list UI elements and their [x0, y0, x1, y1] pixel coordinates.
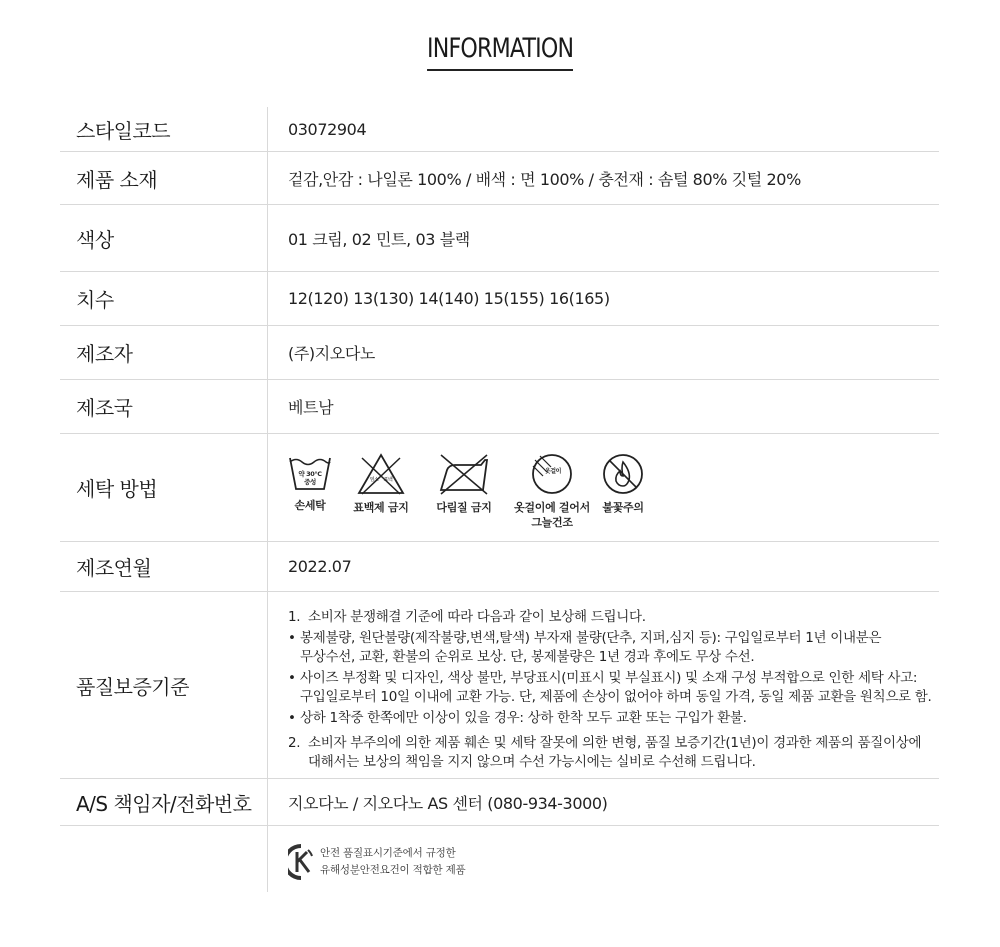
no-fire-icon — [601, 452, 645, 496]
warranty-text — [288, 608, 938, 772]
caption-no-bleach: 표백제 금지 — [353, 501, 409, 514]
caption-no-iron: 다림질 금지 — [436, 501, 492, 514]
label-size: 치수 — [76, 288, 114, 312]
no-iron-icon — [437, 452, 491, 496]
value-color: 01 크림, 02 민트, 03 블랙 — [288, 229, 470, 249]
label-color: 색상 — [76, 227, 114, 252]
value-material: 겉감,안감 : 나일론 100% / 배색 : 면 100% / 충전재 : 솜털 80% 깃털 20% — [288, 169, 801, 189]
warranty-bullet-1-line-2: 무상수선, 교환, 환불의 순위로 보상. 단, 봉제불량은 1년 경과 후에도 무상 수선. — [300, 649, 755, 665]
row-warranty — [60, 592, 939, 779]
row-kc — [60, 826, 939, 896]
hang-dry-shade-icon — [529, 452, 575, 496]
wash-item-bleach — [338, 452, 424, 515]
label-date: 제조연월 — [76, 556, 152, 580]
kc-text — [320, 845, 465, 879]
no-bleach-right: 표백 — [383, 477, 393, 483]
label-warranty: 품질보증기준 — [76, 674, 189, 699]
label-style-code: 스타일코드 — [76, 118, 171, 143]
label-maker: 제조자 — [76, 342, 133, 366]
warranty-item-2-number: 2. — [288, 735, 301, 751]
row-washing — [60, 434, 939, 542]
kc-line-2: 유해성분안전요건이 적합한 제품 — [320, 864, 466, 876]
value-maker: (주)지오다노 — [288, 344, 375, 363]
bullet-mark: • — [288, 630, 296, 646]
wash-item-hand — [282, 452, 338, 513]
value-country: 베트남 — [288, 398, 334, 417]
wash-item-iron — [424, 452, 504, 515]
caption-hand-wash: 손세탁 — [294, 499, 326, 512]
row-as — [60, 779, 939, 826]
warranty-item-2-line-1: 소비자 부주의에 의한 제품 훼손 및 세탁 잘못에 의한 변형, 품질 보증기간(1년)이 경과한 제품의 품질이상에 — [308, 735, 922, 751]
no-bleach-left: 염소 — [369, 477, 379, 483]
label-washing: 세탁 방법 — [76, 477, 158, 501]
row-country — [60, 380, 939, 434]
value-size: 12(120) 13(130) 14(140) 15(155) 16(165) — [288, 289, 610, 308]
row-maker — [60, 326, 939, 380]
wash-item-fire — [600, 452, 646, 515]
bullet-mark: • — [288, 710, 296, 726]
warranty-item-2-line-2: 대해서는 보상의 책임을 지지 않으며 수선 가능시에는 실비로 수선해 드립니다. — [308, 754, 756, 770]
value-date: 2022.07 — [288, 557, 352, 576]
page-title: INFORMATION — [427, 30, 573, 71]
warranty-item-2 — [288, 734, 938, 772]
warranty-bullet — [288, 669, 938, 707]
caption-hang-dry: 옷걸이에 걸어서 그늘건조 — [514, 501, 590, 529]
row-date — [60, 542, 939, 592]
warranty-bullet-2-line-2: 구입일로부터 10일 이내에 교환 가능. 단, 제품에 손상이 없어야 하며 동일 가격, 동일 제품 교환을 원칙으로 함. — [300, 689, 932, 705]
label-material: 제품 소재 — [76, 167, 158, 192]
wash-item-hang — [504, 452, 600, 530]
row-style-code — [60, 107, 939, 152]
row-color — [60, 205, 939, 272]
caption-no-fire: 불꽃주의 — [602, 501, 644, 514]
row-material — [60, 152, 939, 205]
warranty-bullet — [288, 629, 938, 667]
info-table — [60, 107, 939, 896]
warranty-bullet-2-line-1: 사이즈 부정확 및 디자인, 색상 불만, 부당표시(미표시 및 부실표시) 및 소재 구성 부적합으로 인한 세탁 사고: — [300, 670, 918, 686]
hand-wash-neutral: 중성 — [304, 478, 316, 486]
warranty-item-1-number: 1. — [288, 609, 301, 625]
page-title-wrap — [0, 30, 1000, 71]
washing-icons — [282, 434, 646, 541]
warranty-item-1-text: 소비자 분쟁해결 기준에 따라 다음과 같이 보상해 드립니다. — [308, 609, 646, 625]
hang-dry-text: 옷걸이 — [544, 468, 562, 475]
warranty-bullet-1-line-1: 봉제불량, 원단불량(제작불량,변색,탈색) 부자재 불량(단추, 지퍼,심지 등): 구입일로부터 1년 이내분은 — [300, 630, 882, 646]
kc-certification-icon — [288, 844, 314, 880]
row-size — [60, 272, 939, 326]
label-as: A/S 책임자/전화번호 — [76, 791, 252, 816]
hand-wash-temp: 약 30°C — [298, 470, 322, 478]
kc-mark — [288, 844, 465, 880]
hand-wash-icon — [287, 452, 333, 494]
value-as: 지오다노 / 지오다노 AS 센터 (080-934-3000) — [288, 793, 608, 813]
warranty-item-1 — [288, 608, 938, 627]
no-bleach-icon — [356, 452, 406, 496]
value-style-code: 03072904 — [288, 119, 367, 139]
label-country: 제조국 — [76, 396, 133, 420]
warranty-bullet — [288, 709, 938, 728]
bullet-mark: • — [288, 670, 296, 686]
kc-line-1: 안전 품질표시기준에서 규정한 — [320, 847, 456, 859]
warranty-bullet-3-line-1: 상하 1착중 한쪽에만 이상이 있을 경우: 상하 한착 모두 교환 또는 구입가 환불. — [300, 710, 747, 726]
